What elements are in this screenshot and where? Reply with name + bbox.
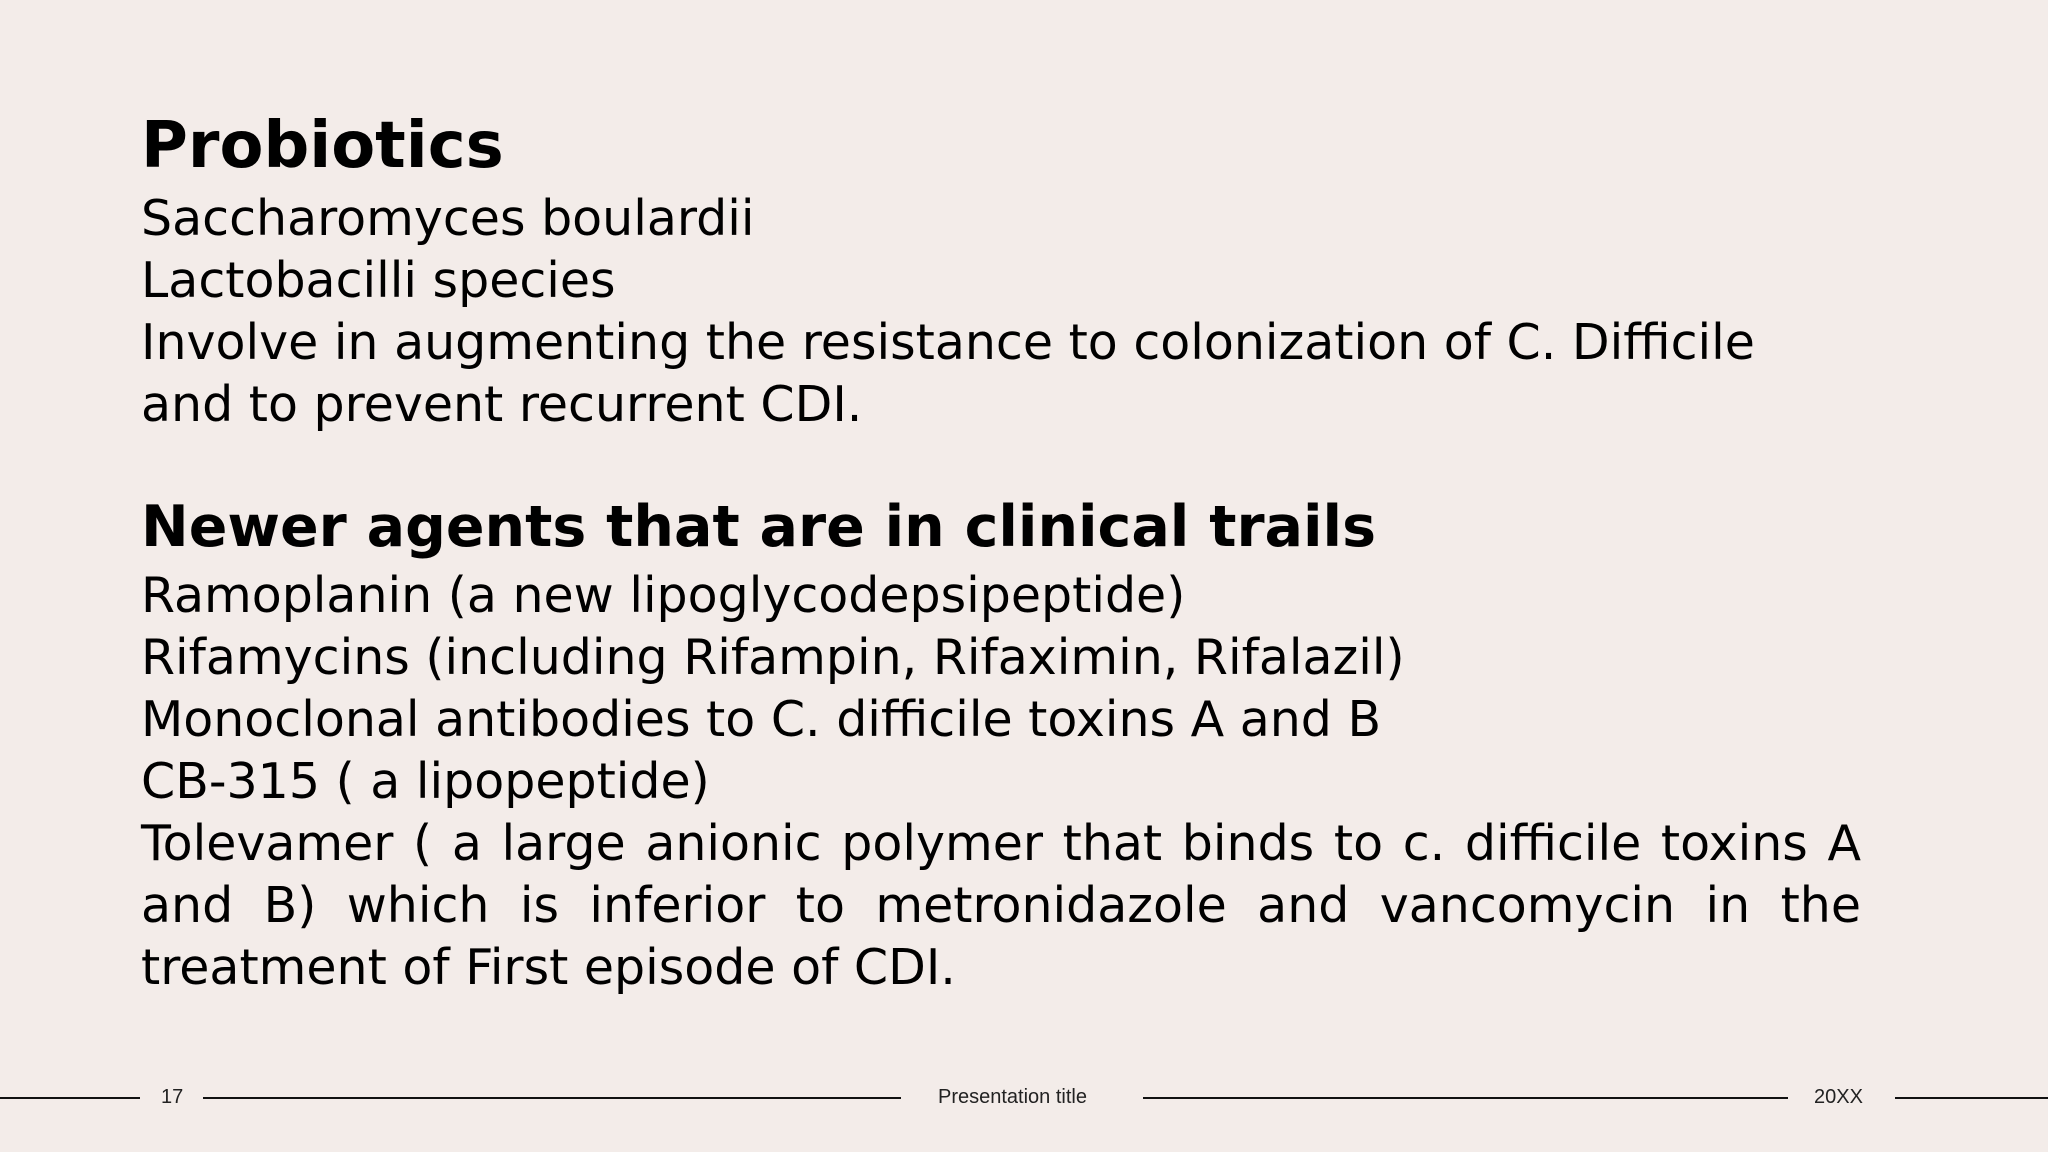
newer-agents-heading: Newer agents that are in clinical trails	[141, 494, 1377, 560]
agent-item: CB-315 ( a lipopeptide)	[141, 753, 710, 810]
footer-rule-center-right	[1143, 1097, 1788, 1099]
slide-footer	[0, 1080, 2048, 1114]
agent-item: Ramoplanin (a new lipoglycodepsipeptide)	[141, 567, 1186, 624]
footer-rule-left	[0, 1097, 140, 1099]
probiotics-item: Saccharomyces boulardii	[141, 190, 755, 247]
agent-item: Rifamycins (including Rifampin, Rifaximin, Rifalazil)	[141, 629, 1405, 686]
slide-content	[141, 104, 1861, 999]
presentation-title: Presentation title	[938, 1086, 1087, 1108]
footer-date: 20XX	[1814, 1086, 1863, 1108]
section-spacer	[141, 436, 1861, 490]
page-number: 17	[161, 1086, 184, 1108]
footer-rule-center-left	[203, 1097, 901, 1099]
probiotics-item: Lactobacilli species	[141, 252, 616, 309]
probiotics-description: Involve in augmenting the resistance to colonization of C. Difficile and to prevent recurrent CDI.	[141, 314, 1755, 433]
agent-item-tolevamer: Tolevamer ( a large anionic polymer that binds to c. difficile toxins A and B) which is inferior to metronidazole and vancomycin in the treatment of First episode of CDI.	[141, 815, 1861, 996]
probiotics-heading: Probiotics	[141, 109, 504, 183]
footer-rule-right	[1895, 1097, 2048, 1099]
agent-item: Monoclonal antibodies to C. difficile toxins A and B	[141, 691, 1382, 748]
